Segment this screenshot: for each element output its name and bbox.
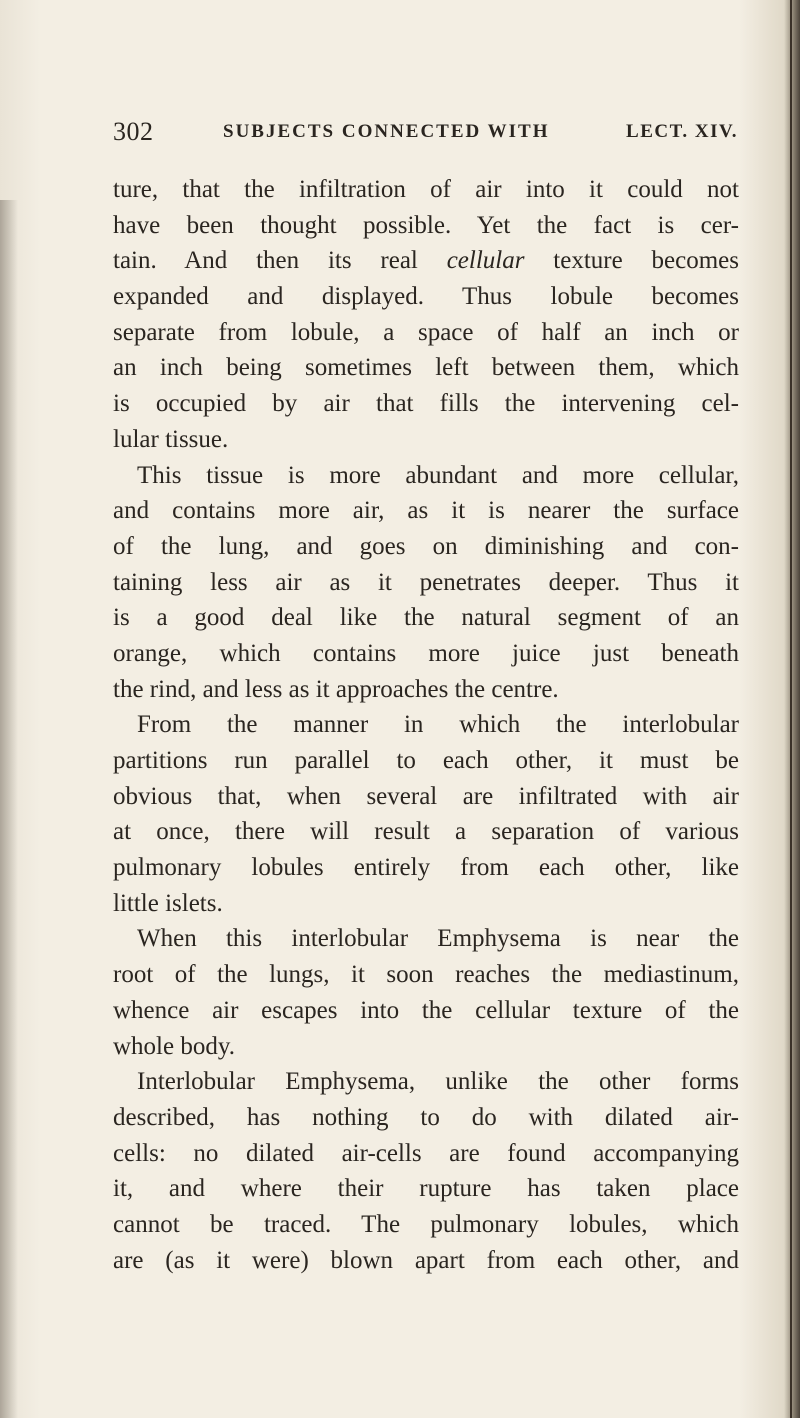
text-line: the rind, and less as it approaches the centre. (113, 675, 559, 703)
page-edge-line (790, 0, 792, 1418)
text-line: cells: no dilated air-cells are found accompanying (113, 1139, 739, 1167)
text-line: an inch being sometimes left between them, which (113, 354, 739, 382)
text-line: partitions run parallel to each other, it must be (113, 747, 739, 774)
running-head-title: SUBJECTS CONNECTED WITH (223, 121, 550, 142)
text-line: tain. And then its real cellular texture becomes (113, 247, 740, 275)
text-line: This tissue is more abundant and more cellular, (137, 461, 739, 489)
text-line: whence air escapes into the cellular texture of the (113, 996, 739, 1024)
text-line: taining less air as it penetrates deeper. Thus it (113, 568, 739, 596)
text-line: separate from lobule, a space of half an inch or (113, 318, 739, 346)
text-line: cannot be traced. The pulmonary lobules, which (113, 1210, 739, 1238)
text-line: little islets. (113, 889, 223, 917)
text-line: From the manner in which the interlobular (137, 711, 739, 739)
text-line: ture, that the infiltration of air into it could not (113, 176, 739, 203)
text-line: whole body. (113, 1032, 235, 1060)
text-line: have been thought possible. Yet the fact is cer- (113, 211, 739, 239)
running-header (113, 117, 738, 149)
text-line: of the lung, and goes on diminishing and con- (113, 532, 739, 560)
text-line: are (as it were) blown apart from each other, and (113, 1246, 739, 1274)
gutter-shadow (0, 200, 18, 1418)
page-number: 302 (113, 117, 154, 146)
text-line: root of the lungs, it soon reaches the mediastinum, (113, 961, 739, 989)
text-line: is occupied by air that fills the intervening cel- (113, 390, 739, 418)
text-line: lular tissue. (113, 425, 229, 453)
lecture-label: LECT. XIV. (626, 121, 738, 142)
page-edge (784, 0, 800, 1418)
text-line: pulmonary lobules entirely from each other, like (113, 854, 739, 882)
text-line: When this interlobular Emphysema is near the (137, 925, 739, 953)
text-line: at once, there will result a separation of various (113, 818, 739, 846)
body-text (113, 172, 739, 1278)
text-line: and contains more air, as it is nearer the surface (113, 497, 739, 525)
text-line: obvious that, when several are infiltrated with air (113, 782, 739, 810)
text-line: is a good deal like the natural segment of an (113, 604, 739, 632)
text-line: it, and where their rupture has taken place (113, 1175, 739, 1203)
text-line: orange, which contains more juice just beneath (113, 639, 739, 667)
text-line: described, has nothing to do with dilated air- (113, 1103, 739, 1131)
text-line: expanded and displayed. Thus lobule becomes (113, 283, 739, 311)
text-line: Interlobular Emphysema, unlike the other forms (137, 1068, 739, 1096)
